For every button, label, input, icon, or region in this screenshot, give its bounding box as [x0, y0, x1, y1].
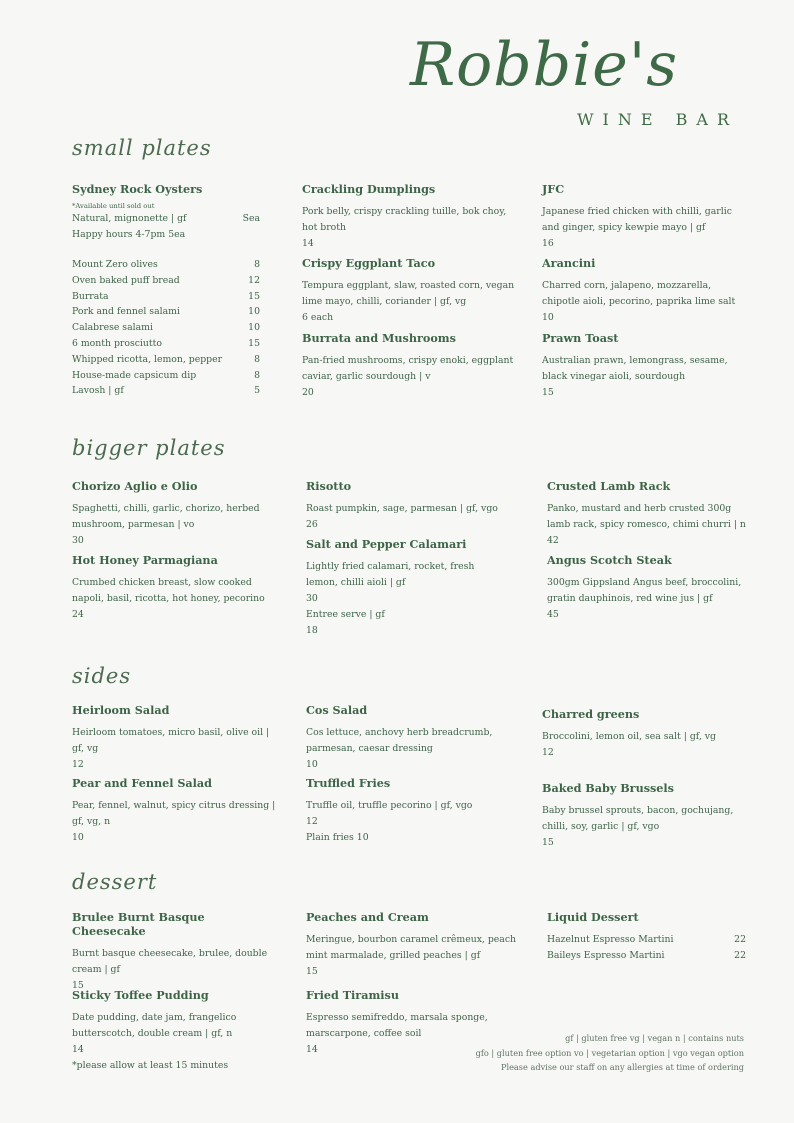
menu-item-jfc	[542, 182, 747, 252]
item-price: 24	[72, 609, 84, 620]
item-price: 20	[302, 387, 314, 398]
menu-item-pear-fennel	[72, 776, 280, 846]
section-title-sides: sides	[72, 664, 132, 688]
item-title: Arancini	[542, 256, 596, 270]
item-desc: Pork belly, crispy crackling tuille, bok choy, hot broth	[302, 206, 507, 233]
item-title: Pear and Fennel Salad	[72, 776, 212, 790]
item-title: Truffled Fries	[306, 776, 391, 790]
item-title: Chorizo Aglio e Olio	[72, 479, 198, 493]
menu-item-dumplings	[302, 182, 517, 252]
item-title: Liquid Dessert	[547, 910, 639, 924]
list-item-price: 5	[254, 385, 260, 397]
item-title: Baked Baby Brussels	[542, 781, 674, 795]
item-title: Peaches and Cream	[306, 910, 429, 924]
item-price: 30	[306, 593, 318, 604]
list-item	[72, 336, 260, 352]
item-price: 15	[542, 837, 554, 848]
item-price: Sea	[242, 213, 260, 224]
menu-item-peaches	[306, 910, 528, 980]
section-title-bigger-plates: bigger plates	[72, 436, 226, 460]
item-price: 45	[547, 609, 559, 620]
item-title: Heirloom Salad	[72, 703, 170, 717]
list-item-name: Baileys Espresso Martini	[547, 950, 665, 961]
item-extra: Plain fries 10	[306, 832, 369, 843]
item-desc: Date pudding, date jam, frangelico butterscotch, double cream | gf, n	[72, 1012, 237, 1039]
item-title: Crackling Dumplings	[302, 182, 436, 196]
list-item	[547, 948, 746, 964]
menu-item-burrata-mushrooms	[302, 331, 517, 401]
list-item	[72, 352, 260, 368]
item-desc: Truffle oil, truffle pecorino | gf, vgo	[306, 800, 473, 811]
list-item-name: Burrata	[72, 290, 109, 302]
brand-subtitle: WINE BAR	[577, 110, 738, 129]
item-price: 14	[72, 1044, 84, 1055]
item-desc: Pan-fried mushrooms, crispy enoki, eggplant caviar, garlic sourdough | v	[302, 355, 514, 382]
item-price: 26	[306, 519, 318, 530]
item-desc: Espresso semifreddo, marsala sponge, marscarpone, coffee soil	[306, 1012, 488, 1039]
menu-item-taco	[302, 256, 517, 326]
item-price: 12	[72, 759, 84, 770]
item-desc: Tempura eggplant, slaw, roasted corn, vegan lime mayo, chilli, coriander | gf, vg	[302, 280, 515, 307]
menu-item-chorizo	[72, 479, 277, 549]
menu-item-steak	[547, 553, 752, 623]
menu-item-lamb	[547, 479, 752, 549]
item-desc: Cos lettuce, anchovy herb breadcrumb, parmesan, caesar dressing	[306, 727, 493, 754]
item-title: Hot Honey Parmagiana	[72, 553, 218, 567]
item-price: 6 each	[302, 312, 334, 323]
menu-item-fries	[306, 776, 511, 846]
item-desc: Charred corn, jalapeno, mozzarella, chipotle aioli, pecorino, paprika lime salt	[542, 280, 736, 307]
item-note: *please allow at least 15 minutes	[72, 1060, 229, 1071]
item-title: Crispy Eggplant Taco	[302, 256, 436, 270]
menu-item-calamari	[306, 537, 491, 639]
menu-item-sticky-toffee	[72, 988, 272, 1074]
menu-item-parmagiana	[72, 553, 282, 623]
item-extra: Entree serve | gf	[306, 609, 385, 620]
item-title: Cos Salad	[306, 703, 368, 717]
menu-item-cos	[306, 703, 511, 773]
list-item-price: 15	[248, 337, 260, 349]
item-note: *Available until sold out	[72, 202, 155, 210]
menu-item-arancini	[542, 256, 747, 326]
item-desc: 300gm Gippsland Angus beef, broccolini, gratin dauphinois, red wine jus | gf	[547, 577, 742, 604]
item-price: 14	[306, 1044, 318, 1055]
section-title-dessert: dessert	[72, 870, 158, 894]
item-desc: Burnt basque cheesecake, brulee, double cream | gf	[72, 948, 268, 975]
item-title: JFC	[542, 182, 565, 196]
item-desc: Heirloom tomatoes, micro basil, olive oil | gf, vg	[72, 727, 270, 754]
list-item-name: Calabrese salami	[72, 322, 153, 334]
item-desc: Roast pumpkin, sage, parmesan | gf, vgo	[306, 503, 498, 514]
list-item-name: House-made capsicum dip	[72, 369, 197, 381]
item-desc: Broccolini, lemon oil, sea salt | gf, vg	[542, 731, 716, 742]
item-desc: Spaghetti, chilli, garlic, chorizo, herbed mushroom, parmesan | vo	[72, 503, 260, 530]
item-title: Sticky Toffee Pudding	[72, 988, 209, 1002]
item-title: Angus Scotch Steak	[547, 553, 672, 567]
list-item-name: Lavosh | gf	[72, 385, 124, 397]
menu-item-prawn-toast	[542, 331, 747, 401]
list-item-name: Hazelnut Espresso Martini	[547, 934, 674, 945]
item-extra-price: 18	[306, 625, 318, 636]
list-item	[72, 257, 260, 273]
list-item-name: Whipped ricotta, lemon, pepper	[72, 353, 223, 365]
list-item	[72, 368, 260, 384]
menu-item-brussels	[542, 781, 747, 851]
item-price: 16	[542, 238, 554, 249]
list-item-price: 22	[734, 934, 746, 945]
item-desc: Lightly fried calamari, rocket, fresh lemon, chilli aioli | gf	[306, 561, 475, 588]
menu-item-heirloom	[72, 703, 272, 773]
allergy-note: Please advise our staff on any allergies at time of ordering	[500, 1062, 744, 1072]
small-list	[72, 257, 260, 399]
item-price: 14	[302, 238, 314, 249]
item-desc: Natural, mignonette | gf	[72, 213, 187, 224]
list-item-price: 10	[248, 322, 260, 334]
item-price: 10	[542, 312, 554, 323]
list-item	[72, 289, 260, 305]
item-title: Sydney Rock Oysters	[72, 182, 203, 196]
item-title: Burrata and Mushrooms	[302, 331, 456, 345]
item-price: 10	[72, 832, 84, 843]
item-price: 10	[306, 759, 318, 770]
item-price: 15	[542, 387, 554, 398]
list-item-price: 8	[254, 369, 260, 381]
list-item-price: 8	[254, 353, 260, 365]
section-title-small-plates: small plates	[72, 136, 212, 160]
list-item-price: 12	[248, 274, 260, 286]
item-title: Brulee Burnt Basque Cheesecake	[72, 910, 205, 938]
item-title: Prawn Toast	[542, 331, 619, 345]
list-item	[72, 383, 260, 399]
oyster-natural-row	[72, 211, 260, 227]
list-item	[72, 304, 260, 320]
list-item-price: 8	[254, 259, 260, 270]
item-title: Charred greens	[542, 707, 640, 721]
menu-item-greens	[542, 707, 747, 761]
brand-name: Robbie's	[410, 30, 679, 100]
list-item	[72, 320, 260, 336]
list-item-price: 10	[248, 306, 260, 318]
item-desc: Meringue, bourbon caramel crêmeux, peach mint marmalade, grilled peaches | gf	[306, 934, 517, 961]
menu-item-oysters	[72, 182, 262, 243]
list-item-price: 15	[248, 290, 260, 302]
item-price: 12	[306, 816, 318, 827]
item-price: 30	[72, 535, 84, 546]
list-item	[72, 273, 260, 289]
item-desc: Baby brussel sprouts, bacon, gochujang, chilli, soy, garlic | gf, vgo	[542, 805, 734, 832]
legend-line: gfo | gluten free option vo | vegetarian option | vgo vegan option	[475, 1047, 744, 1058]
item-title: Salt and Pepper Calamari	[306, 537, 467, 551]
menu-item-liquid-dessert	[547, 910, 752, 964]
item-desc: Crumbed chicken breast, slow cooked napoli, basil, ricotta, hot honey, pecorino	[72, 577, 265, 604]
menu-item-cheesecake	[72, 910, 282, 994]
list-item-name: 6 month prosciutto	[72, 337, 162, 349]
menu-item-risotto	[306, 479, 511, 533]
legend-line: gf | gluten free vg | vegan n | contains nuts	[565, 1033, 744, 1043]
list-item-name: Pork and fennel salami	[72, 306, 180, 318]
list-item-name: Oven baked puff bread	[72, 274, 180, 286]
dietary-legend	[476, 1031, 744, 1075]
logo	[410, 30, 750, 140]
item-title: Crusted Lamb Rack	[547, 479, 671, 493]
item-desc: Japanese fried chicken with chilli, garlic and ginger, spicy kewpie mayo | gf	[542, 206, 732, 233]
item-desc: Happy hours 4-7pm 5ea	[72, 229, 186, 240]
item-desc: Panko, mustard and herb crusted 300g lamb rack, spicy romesco, chimi churri | n	[547, 503, 746, 530]
item-title: Fried Tiramisu	[306, 988, 399, 1002]
item-title: Risotto	[306, 479, 352, 493]
list-item-price: 22	[734, 950, 746, 961]
item-desc: Australian prawn, lemongrass, sesame, black vinegar aioli, sourdough	[542, 355, 728, 382]
item-price: 42	[547, 535, 559, 546]
item-price: 15	[306, 966, 318, 977]
item-desc: Pear, fennel, walnut, spicy citrus dressing | gf, vg, n	[72, 800, 276, 827]
item-price: 12	[542, 747, 554, 758]
liquid-list	[547, 932, 752, 964]
item-price: 15	[72, 980, 84, 991]
list-item	[547, 932, 746, 948]
list-item-name: Mount Zero olives	[72, 259, 158, 270]
